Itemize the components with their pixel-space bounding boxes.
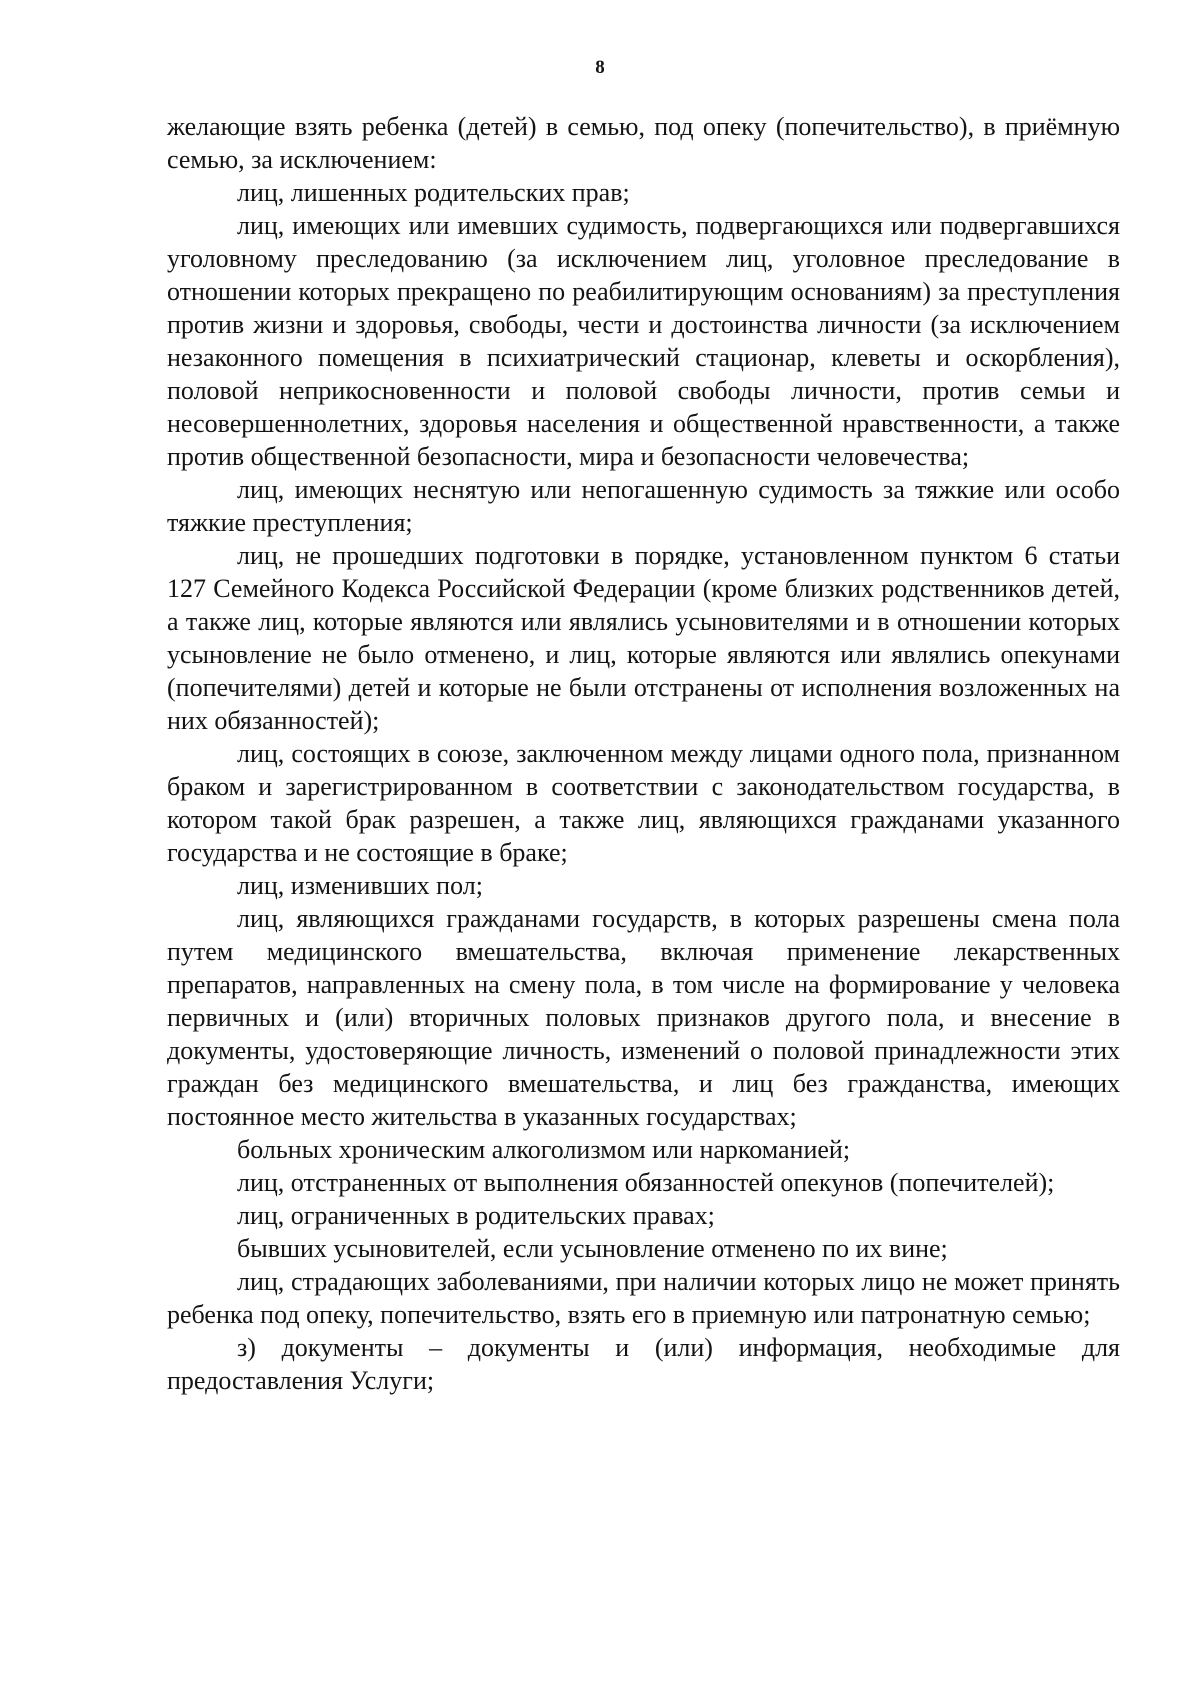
paragraph-item: лиц, состоящих в союзе, заключенном между лицами одного пола, признанном браком и зарегистрированном в соответствии с законодательством государства, в котором такой брак разрешен, а также лиц, являющихся гражданами указанного государства и не состоящие в браке; (167, 739, 1120, 867)
paragraph-item: лиц, отстраненных от выполнения обязанностей опекунов (попечителей); (237, 1168, 1055, 1197)
paragraph-item: лиц, не прошедших подготовки в порядке, установленном пунктом 6 статьи 127 Семейного Кодекса Российской Федерации (кроме близких родственников детей, а также лиц, которые являются или являлись усыновителями и в отношении которых усыновление не было отменено, и лиц, которые являются или являлись опекунами (попечителями) детей и которые не были отстранены от исполнения возложенных на них обязанностей); (167, 541, 1120, 735)
paragraph-item: больных хроническим алкоголизмом или наркоманией; (237, 1135, 851, 1164)
document-body (167, 110, 1120, 1397)
paragraph-item: лиц, имеющих или имевших судимость, подвергающихся или подвергавшихся уголовному преследованию (за исключением лиц, уголовное преследование в отношении которых прекращено по реабилитирующим основаниям) за преступления против жизни и здоровья, свободы, чести и достоинства личности (за исключением незаконного помещения в психиатрический стационар, клеветы и оскорбления), половой неприкосновенности и половой свободы личности, против семьи и несовершеннолетних, здоровья населения и общественной нравственности, а также против общественной безопасности, мира и безопасности человечества; (167, 211, 1120, 471)
paragraph-definition: з) документы – документы и (или) информация, необходимые для предоставления Услуги; (167, 1333, 1120, 1395)
paragraph-item: лиц, имеющих неснятую или непогашенную судимость за тяжкие или особо тяжкие преступления; (167, 475, 1120, 537)
paragraph-item: лиц, являющихся гражданами государств, в которых разрешены смена пола путем медицинского вмешательства, включая применение лекарственных препаратов, направленных на смену пола, в том числе на формирование у человека первичных и (или) вторичных половых признаков другого пола, и внесение в документы, удостоверяющие личность, изменений о половой принадлежности этих граждан без медицинского вмешательства, и лиц без гражданства, имеющих постоянное место жительства в указанных государствах; (167, 904, 1120, 1131)
paragraph-intro: желающие взять ребенка (детей) в семью, под опеку (попечительство), в приёмную семью, за исключением: (167, 112, 1120, 174)
paragraph-item: бывших усыновителей, если усыновление отменено по их вине; (237, 1234, 948, 1263)
paragraph-item: лиц, изменивших пол; (237, 871, 483, 900)
paragraph-item: лиц, лишенных родительских прав; (237, 178, 630, 207)
paragraph-item: лиц, ограниченных в родительских правах; (237, 1201, 715, 1230)
page-number: 8 (595, 57, 605, 78)
paragraph-item: лиц, страдающих заболеваниями, при наличии которых лицо не может принять ребенка под опеку, попечительство, взять его в приемную или патронатную семью; (167, 1267, 1120, 1329)
